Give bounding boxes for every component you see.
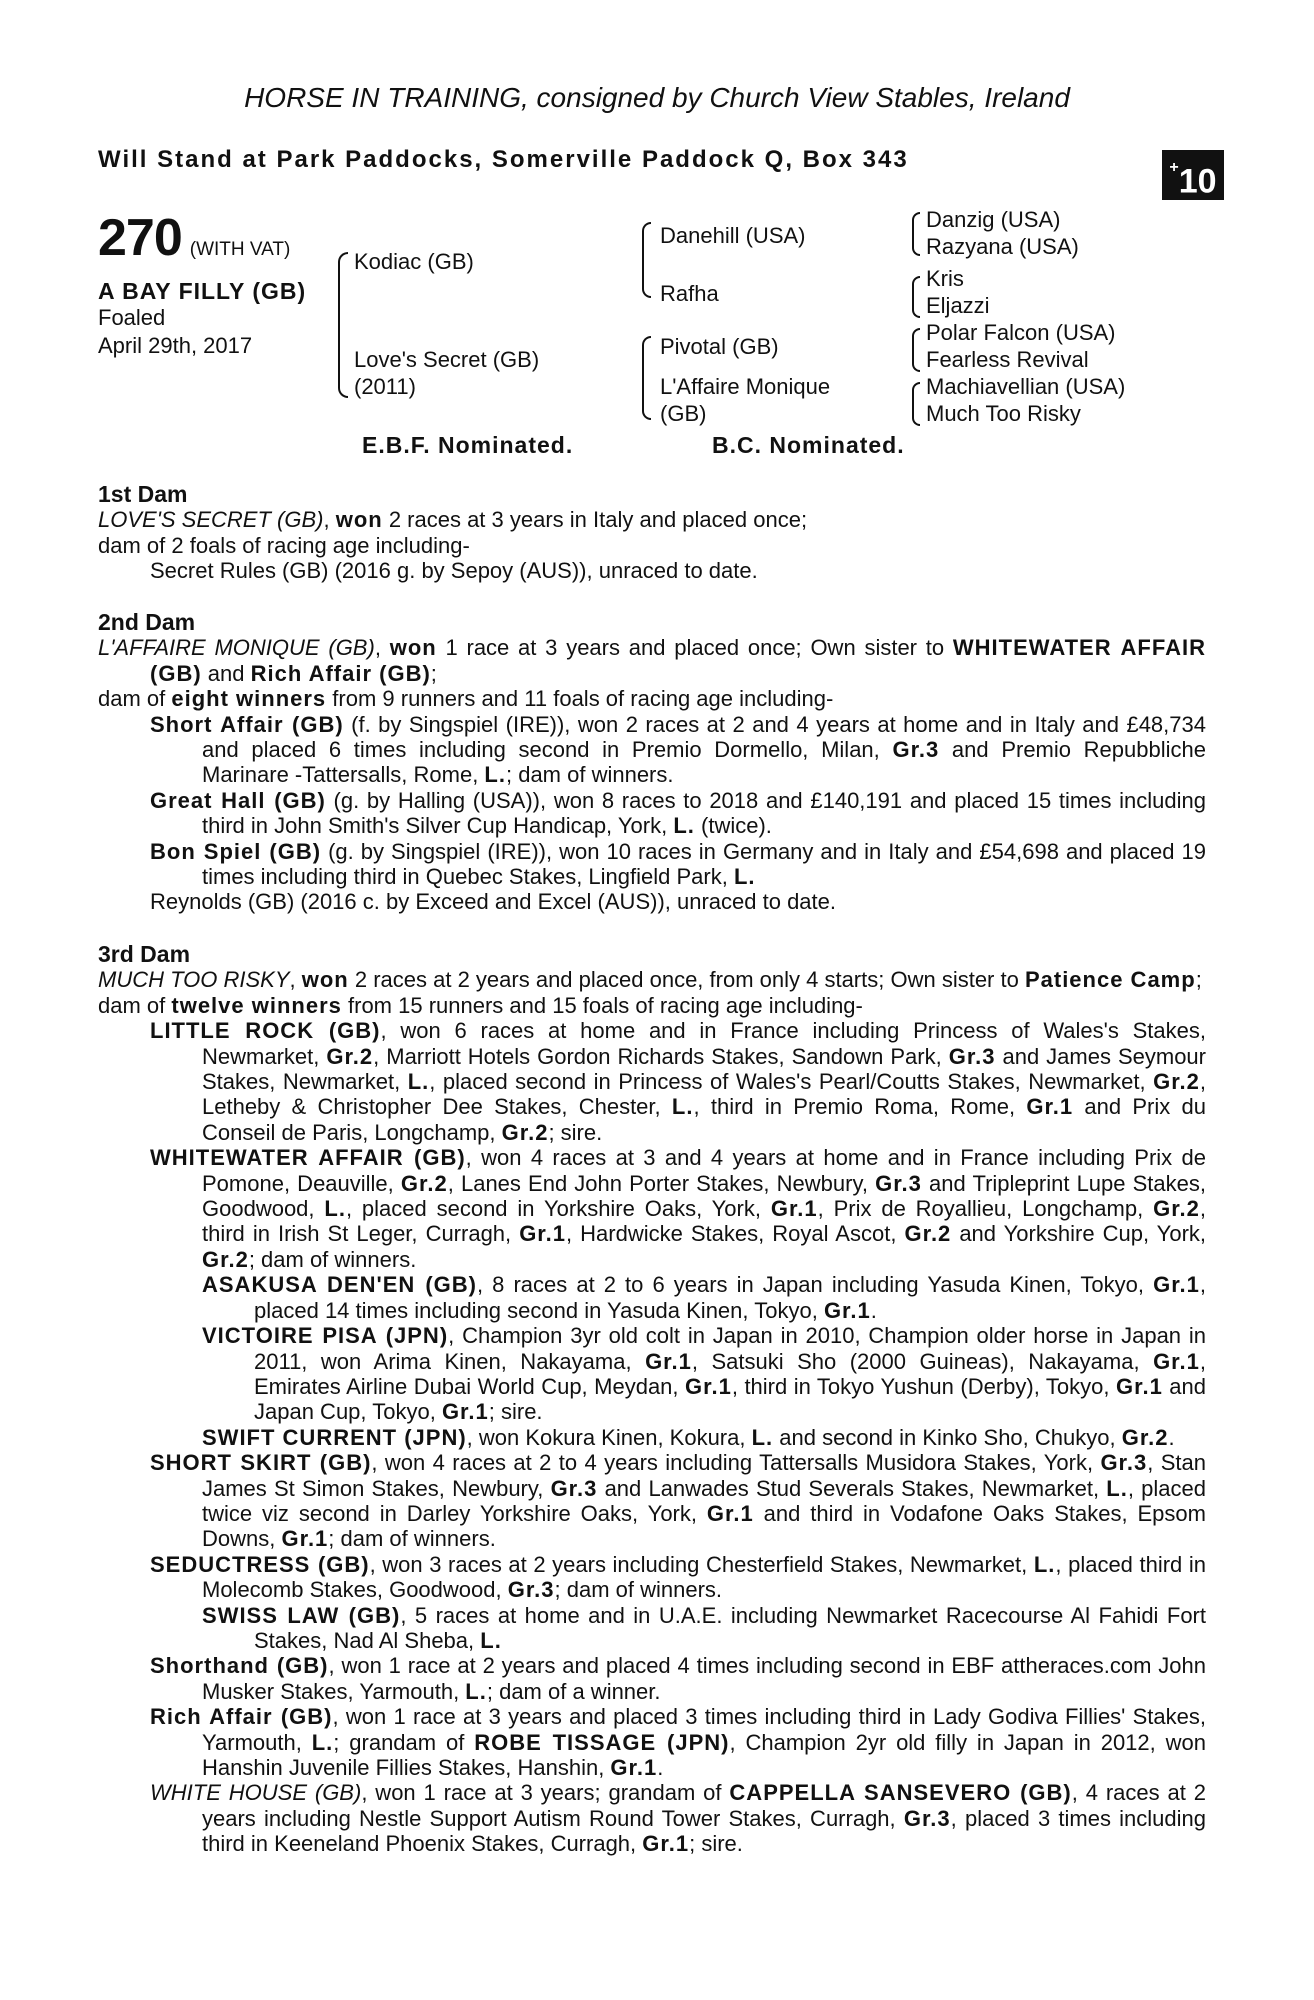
listed: L.	[324, 1196, 346, 1222]
pedigree-dam-year: (2011)	[354, 374, 416, 399]
badge-10	[1162, 150, 1224, 200]
plus-icon: +	[1169, 159, 1179, 176]
pedigree-sire: Kodiac (GB)	[354, 249, 474, 274]
produce-name: VICTOIRE PISA (JPN)	[202, 1323, 449, 1349]
dam3-won: won	[301, 967, 349, 993]
produce-name: Great Hall (GB)	[150, 787, 326, 813]
produce-text: , third in Tokyo Yushun (Derby), Tokyo,	[731, 1373, 1116, 1399]
dam2-summary: L'AFFAIRE MONIQUE (GB), won 1 race at 3 years and placed once; Own sister to WHITEWATER AFFAIR (GB) and Rich Affair (GB);	[98, 635, 1206, 686]
bc-nominated: B.C. Nominated.	[712, 432, 905, 458]
listed: L.	[1033, 1551, 1056, 1577]
pedigree-g4: Eljazzi	[926, 293, 990, 318]
dam3-produce-short-skirt	[150, 1450, 1206, 1552]
dam2-damof-b: from 9 runners and 11 foals of racing age including-	[326, 686, 834, 712]
produce-text: (f. by Singspiel (IRE)), won 2 races at 2 and 4 years at home and in Italy and £48,734 and placed 6 times including second in Premio Dormello, Milan,	[202, 711, 1206, 763]
grade: Gr.2	[1153, 1196, 1200, 1222]
listed: L.	[407, 1069, 430, 1095]
produce-name: Shorthand (GB)	[150, 1653, 329, 1679]
grade: Gr.2	[326, 1043, 374, 1069]
produce-text: .	[1168, 1424, 1175, 1450]
produce-text: , Champion 2yr old filly in Japan in 2012, won Hanshin Juvenile Fillies Stakes, Hanshin,	[202, 1729, 1206, 1780]
grade: Gr.3	[875, 1170, 922, 1196]
grade: Gr.1	[823, 1297, 871, 1323]
heading-2nd-dam: 2nd Dam	[98, 609, 196, 635]
pedigree-g3: Kris	[926, 266, 964, 291]
dam3-sister: Patience Camp	[1024, 967, 1196, 993]
grade: Gr.1	[1153, 1348, 1200, 1374]
pedigree-brace-1	[338, 252, 348, 398]
dam3-grandproduce-swiss-law	[202, 1603, 1206, 1654]
produce-name: Rich Affair (GB)	[150, 1704, 333, 1730]
produce-text: , 4 races at 2 years including Nestle Support Autism Round Tower Stakes, Curragh,	[202, 1780, 1206, 1831]
pedigree-g8: Much Too Risky	[926, 401, 1081, 426]
produce-text: and Premio Repubbliche Marinare -Tattersalls, Rome,	[202, 737, 1206, 788]
produce-text: , Lanes End John Porter Stakes, Newbury,	[447, 1170, 876, 1196]
produce-text: , Marriott Hotels Gordon Richards Stakes, Sandown Park,	[373, 1043, 949, 1069]
dam2-produce-1	[150, 712, 1206, 788]
grade: Gr.3	[892, 737, 940, 763]
section-1st-dam	[98, 482, 1206, 584]
pedigree-brace-2a	[642, 222, 651, 298]
pedigree-brace-3b	[912, 276, 920, 318]
dam3-produce-whitewater-affair	[150, 1145, 1206, 1272]
produce-name: SHORT SKIRT (GB)	[150, 1450, 372, 1476]
dam2-damof-a: dam of	[98, 686, 172, 712]
dam3-produce-little-rock	[150, 1018, 1206, 1145]
dam3-summary: MUCH TOO RISKY, won 2 races at 2 years and placed once, from only 4 starts; Own sister to Patience Camp;	[98, 967, 1202, 993]
produce-text: , Letheby & Christopher Dee Stakes, Chester,	[202, 1069, 1207, 1120]
grade: Gr.1	[706, 1500, 754, 1526]
foaled-label: Foaled	[98, 305, 166, 330]
dam1-name: LOVE'S SECRET (GB)	[98, 507, 324, 533]
grade: Gr.2	[1153, 1069, 1200, 1095]
produce-name: SWIFT CURRENT (JPN)	[202, 1424, 467, 1450]
dam2-produce-2	[150, 788, 1206, 839]
produce-text: ; dam of winners.	[328, 1526, 496, 1552]
grade: Gr.3	[1100, 1450, 1148, 1476]
produce-text: , Satsuki Sho (2000 Guineas), Nakayama,	[691, 1348, 1154, 1374]
grandproduce-name: CAPPELLA SANSEVERO (GB)	[729, 1780, 1072, 1806]
grade: Gr.1	[519, 1221, 566, 1247]
dam3-damof-a: dam of	[98, 992, 172, 1018]
pedigree-brace-3d	[912, 382, 920, 426]
dam2-winners: eight winners	[171, 686, 327, 712]
dam1-produce-1: Secret Rules (GB) (2016 g. by Sepoy (AUS)), unraced to date.	[150, 558, 758, 584]
dam3-grandproduce-swift-current	[202, 1425, 1206, 1450]
produce-name: SWISS LAW (GB)	[202, 1602, 401, 1628]
dam2-won: won	[389, 635, 437, 661]
pedigree-g1: Danzig (USA)	[926, 207, 1061, 232]
produce-text: , placed twice viz second in Darley Yorkshire Oaks, York,	[202, 1475, 1206, 1526]
produce-text: , won 1 race at 2 years and placed 4 times including second in EBF attheraces.com John Musker Stakes, Yarmouth,	[202, 1653, 1207, 1704]
grandproduce-name: ROBE TISSAGE (JPN)	[474, 1729, 730, 1755]
pedigree-g2: Razyana (USA)	[926, 234, 1079, 259]
pedigree-sire-dam: Rafha	[660, 281, 719, 306]
listed: L.	[484, 762, 506, 788]
pedigree-g7: Machiavellian (USA)	[926, 374, 1126, 399]
produce-text: and Lanwades Stud Severals Stakes, Newmarket,	[597, 1475, 1107, 1501]
produce-name: WHITE HOUSE (GB)	[150, 1780, 362, 1806]
dam1-text: 2 races at 3 years in Italy and placed once;	[382, 507, 808, 533]
dam1-won: won	[335, 507, 383, 533]
grade: Gr.3	[507, 1577, 555, 1603]
produce-text: and third in Vodafone Oaks Stakes, Epsom Downs,	[202, 1500, 1206, 1552]
produce-text: and Japan Cup, Tokyo,	[254, 1373, 1207, 1425]
dam3-produce-white-house	[150, 1780, 1206, 1856]
dam1-summary: LOVE'S SECRET (GB), won 2 races at 3 years in Italy and placed once;	[98, 507, 808, 533]
produce-text: , won 1 race at 3 years; grandam of	[361, 1780, 730, 1806]
dam2-produce-3	[150, 839, 1206, 890]
grade: Gr.3	[948, 1043, 996, 1069]
produce-text: , Emirates Airline Dubai World Cup, Meydan,	[254, 1348, 1206, 1399]
pedigree-brace-2b	[642, 336, 651, 420]
produce-name: SEDUCTRESS (GB)	[150, 1551, 370, 1577]
produce-text: (g. by Halling (USA)), won 8 races to 2018 and £140,191 and placed 15 times including third in John Smith's Silver Cup Handicap, York,	[202, 787, 1206, 839]
produce-text: ; sire.	[689, 1831, 743, 1857]
listed: L.	[465, 1678, 487, 1704]
produce-text: (twice).	[694, 813, 772, 839]
listed: L.	[751, 1424, 774, 1450]
heading-1st-dam: 1st Dam	[98, 481, 188, 507]
dam3-text: 2 races at 2 years and placed once, from only 4 starts; Own sister to	[348, 967, 1025, 993]
section-2nd-dam	[98, 610, 1206, 915]
produce-text: ; dam of winners.	[248, 1246, 417, 1272]
lot-vat: (WITH VAT)	[189, 239, 291, 260]
produce-text: and Tripleprint Lupe Stakes, Goodwood,	[202, 1170, 1206, 1222]
produce-text: ; dam of a winner.	[486, 1678, 661, 1704]
produce-text: , placed 3 times including third in Keeneland Phoenix Stakes, Curragh,	[202, 1805, 1206, 1857]
dam3-damof	[98, 993, 1206, 1018]
dam3-produce-shorthand	[150, 1653, 1206, 1704]
grade: Gr.1	[645, 1348, 692, 1374]
grade: Gr.2	[400, 1170, 448, 1196]
produce-text: , Prix de Royallieu, Longchamp,	[817, 1196, 1154, 1222]
produce-text: , third in Irish St Leger, Curragh,	[202, 1196, 1207, 1247]
stand-location: Will Stand at Park Paddocks, Somerville Paddock Q, Box 343	[98, 146, 909, 173]
dam3-winners: twelve winners	[171, 992, 342, 1018]
lot-description: A BAY FILLY (GB)	[98, 278, 307, 304]
dam3-grandproduce-asakusa	[202, 1272, 1206, 1323]
lot-number: 270	[98, 209, 182, 267]
grade: Gr.1	[281, 1526, 329, 1552]
dam2-produce-4: Reynolds (GB) (2016 c. by Exceed and Excel (AUS)), unraced to date.	[150, 889, 836, 915]
grade: Gr.1	[1116, 1373, 1163, 1399]
produce-text: , placed third in Molecomb Stakes, Goodwood,	[202, 1551, 1206, 1603]
grade: Gr.1	[441, 1399, 489, 1425]
dam2-text: 1 race at 3 years and placed once; Own sister to	[436, 635, 953, 661]
produce-text: ; sire.	[548, 1119, 603, 1145]
produce-text: , won 6 races at home and in France including Princess of Wales's Stakes, Newmarket,	[202, 1018, 1206, 1069]
produce-text: , Hardwicke Stakes, Royal Ascot,	[566, 1221, 905, 1247]
pedigree-dam-sire: Pivotal (GB)	[660, 334, 779, 359]
dam2-name: L'AFFAIRE MONIQUE (GB)	[98, 635, 375, 661]
produce-text: ; dam of winners.	[554, 1577, 723, 1603]
produce-text: and Yorkshire Cup, York,	[951, 1221, 1207, 1247]
listed: L.	[671, 1094, 694, 1120]
produce-text: (g. by Singspiel (IRE)), won 10 races in Germany and in Italy and £54,698 and placed 19 times including third in Quebec Stakes, Lingfield Park,	[202, 838, 1207, 890]
dam2-semi: ;	[430, 660, 437, 686]
grade: Gr.1	[610, 1755, 658, 1780]
foaled-info	[98, 304, 252, 360]
produce-text: and second in Kinko Sho, Chukyo,	[773, 1424, 1122, 1450]
produce-text: , won 1 race at 3 years and placed 3 times including third in Lady Godiva Fillies' Stakes, Yarmouth,	[202, 1704, 1207, 1755]
produce-text: , Champion 3yr old colt in Japan in 2010, Champion older horse in Japan in 2011, won Arima Kinen, Nakayama,	[254, 1323, 1206, 1374]
produce-text: , third in Premio Roma, Rome,	[693, 1094, 1027, 1120]
produce-name: LITTLE ROCK (GB)	[150, 1018, 381, 1044]
produce-name: WHITEWATER AFFAIR (GB)	[150, 1145, 466, 1171]
grade: Gr.1	[642, 1831, 690, 1857]
foaled-date: April 29th, 2017	[98, 333, 253, 358]
produce-text: and James Seymour Stakes, Newmarket,	[202, 1043, 1206, 1095]
listed: L.	[733, 864, 756, 890]
pedigree-g6: Fearless Revival	[926, 347, 1089, 372]
listed: L.	[673, 813, 695, 839]
produce-text: , won 3 races at 2 years including Chesterfield Stakes, Newmarket,	[369, 1551, 1034, 1577]
dam1-foals: dam of 2 foals of racing age including-	[98, 532, 470, 558]
dam2-sister-1: WHITEWATER AFFAIR (GB)	[150, 635, 1206, 686]
grade: Gr.1	[1153, 1272, 1200, 1298]
produce-text: , placed second in Yorkshire Oaks, York,	[345, 1196, 771, 1222]
produce-text: , Stan James St Simon Stakes, Newbury,	[202, 1450, 1206, 1501]
dam2-damof	[98, 686, 1206, 711]
produce-text: .	[870, 1297, 877, 1323]
grade: Gr.3	[903, 1805, 951, 1831]
grade: Gr.1	[685, 1373, 732, 1399]
produce-name: ASAKUSA DEN'EN (GB)	[202, 1272, 477, 1298]
listed: L.	[480, 1627, 502, 1653]
section-3rd-dam	[98, 942, 1206, 1857]
pedigree-sire-sire: Danehill (USA)	[660, 223, 806, 248]
dam2-sister-2: Rich Affair (GB)	[250, 660, 431, 686]
grade: Gr.3	[550, 1475, 598, 1501]
produce-text: , 5 races at home and in U.A.E. including Newmarket Racecourse Al Fahidi Fort Stakes, Nad Al Sheba,	[254, 1602, 1207, 1653]
produce-text: , placed 14 times including second in Yasuda Kinen, Tokyo,	[254, 1272, 1207, 1323]
produce-name: Bon Spiel (GB)	[150, 838, 322, 864]
dam3-damof-b: from 15 runners and 15 foals of racing age including-	[341, 992, 863, 1018]
grade: Gr.2	[501, 1119, 549, 1145]
ebf-nominated: E.B.F. Nominated.	[362, 432, 574, 458]
listed: L.	[311, 1729, 334, 1755]
lot-number-block	[98, 208, 290, 268]
heading-3rd-dam: 3rd Dam	[98, 941, 191, 967]
dam3-produce-rich-affair	[150, 1704, 1206, 1780]
dam3-grandproduce-victoire-pisa	[202, 1323, 1206, 1425]
dam3-produce-seductress	[150, 1552, 1206, 1603]
page-header: HORSE IN TRAINING, consigned by Church View Stables, Ireland	[244, 82, 1070, 113]
produce-text: , placed second in Princess of Wales's Pearl/Coutts Stakes, Newmarket,	[429, 1069, 1154, 1095]
produce-text: .	[657, 1755, 664, 1780]
pedigree-dam-dam: L'Affaire Monique	[660, 374, 831, 399]
pedigree-dam-dam-suffix: (GB)	[660, 401, 707, 426]
dam2-and: and	[201, 660, 251, 686]
produce-text: ; dam of winners.	[505, 762, 674, 788]
grade: Gr.2	[202, 1246, 249, 1272]
listed: L.	[1106, 1475, 1128, 1501]
grade: Gr.1	[1026, 1094, 1074, 1120]
produce-text: ; sire.	[488, 1399, 543, 1425]
badge-label: 10	[1178, 162, 1217, 201]
produce-name: Short Affair (GB)	[150, 711, 344, 737]
grade: Gr.1	[770, 1196, 818, 1222]
produce-text: and Prix du Conseil de Paris, Longchamp,	[202, 1094, 1207, 1145]
pedigree-dam: Love's Secret (GB)	[354, 347, 540, 372]
produce-text: , won 4 races at 3 and 4 years at home and in France including Prix de Pomone, Deauville,	[202, 1145, 1207, 1196]
produce-text: , 8 races at 2 to 6 years in Japan including Yasuda Kinen, Tokyo,	[477, 1272, 1154, 1298]
produce-text: ; grandam of	[333, 1729, 475, 1755]
dam3-semi: ;	[1195, 967, 1202, 993]
pedigree-brace-3a	[912, 212, 920, 256]
produce-text: , won Kokura Kinen, Kokura,	[466, 1424, 752, 1450]
produce-text: , won 4 races at 2 to 4 years including Tattersalls Musidora Stakes, York,	[371, 1450, 1101, 1476]
pedigree-g5: Polar Falcon (USA)	[926, 320, 1116, 345]
dam3-name: MUCH TOO RISKY	[98, 967, 290, 993]
grade: Gr.2	[904, 1221, 952, 1247]
grade: Gr.2	[1121, 1424, 1169, 1450]
pedigree-brace-3c	[912, 328, 920, 372]
